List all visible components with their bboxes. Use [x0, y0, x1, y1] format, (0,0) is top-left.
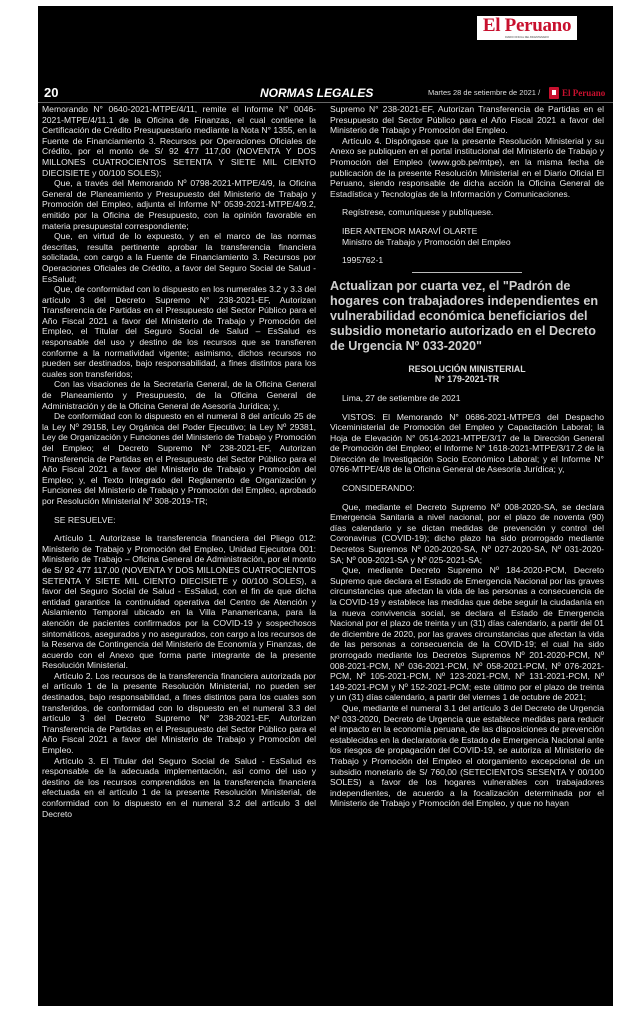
paragraph: Que, a través del Memorando Nº 0798-2021-MTPE/4/9, la Oficina General de Planeamiento y Presupuesto del Ministerio de Trabajo y Promoción del Empleo, adjunta el Informe N° 0539-2021-MTPE/4/9.2, emitido por la Oficina de Presupuesto, con la opinión favorable en materia presupuestal correspondiente;	[42, 178, 316, 231]
header-date: Martes 28 de setiembre de 2021 /	[428, 88, 541, 97]
article-3: Artículo 3. El Titular del Seguro Social de Salud - EsSalud es responsable de la adecuada implementación, así como del uso y destino de los recursos comprendidos en la transferencia financiera efectuada en el artículo 1 de la presente Resolución Ministerial, de conformidad con lo dispuesto en el numeral 3.2 del artículo 3 del Decreto	[42, 755, 316, 819]
resolution-headline: Actualizan por cuarta vez, el "Padrón de hogares con trabajadores independientes en vulnerabilidad económica beneficiarios del subsidio monetario autorizado en el Decreto de Urgencia Nº 033-2020"	[330, 278, 599, 353]
closing-formula: Regístrese, comuníquese y publíquese.	[342, 207, 494, 218]
masthead-logo-text: El Peruano	[482, 15, 572, 36]
header-logo: El Peruano	[562, 88, 606, 98]
reference-number: 1995762-1	[342, 255, 384, 266]
paragraph: Que, en virtud de lo expuesto, y en el marco de las normas descritas, resulta pertinente aprobar la transferencia financiera solicitada, con cargo a la Fuente de Financiamiento 3. Recursos por Operaciones Oficiales de Crédito, a favor del Seguro Social de Salud - EsSalud;	[42, 231, 316, 284]
signer-title: Ministro de Trabajo y Promoción del Empleo	[342, 236, 511, 247]
paragraph: Que, de conformidad con lo dispuesto en los numerales 3.2 y 3.3 del artículo 3 del Decreto Supremo N° 238-2021-EF, Autorizan Transferencia de Partidas en el Presupuesto del Sector Público para el Año Fiscal 2021 a favor del Ministerio de Trabajo y Promoción del Empleo, el Titular del Seguro Social de Salud – EsSalud es responsable del uso y destino de los recursos que se transfieren conforme a la normatividad vigente; asimismo, dichos recursos no pueden ser destinados, bajo responsabilidad, a fines distintos para los cuales son transferidos;	[42, 284, 316, 379]
paragraph: Supremo N° 238-2021-EF, Autorizan Transferencia de Partidas en el Presupuesto del Sector Público para el Año Fiscal 2021 a favor del Ministerio de Trabajo y Promoción del Empleo.	[330, 104, 604, 136]
article-2: Artículo 2. Los recursos de la transferencia financiera autorizada por el artículo 1 de la presente Resolución Ministerial, no pueden ser destinados, bajo responsabilidad, a fines distintos para los cuales son transferidos, de conformidad con lo dispuesto en el numeral 3.3 del artículo 3 del Decreto Supremo N° 238-2021-EF, Autorizan Transferencia de Partidas en el Presupuesto del Sector Público para el Año Fiscal 2021 a favor del Ministerio de Trabajo y Promoción del Empleo.	[42, 670, 316, 756]
article-4: Artículo 4. Dispóngase que la presente Resolución Ministerial y su Anexo se publiquen en el portal institucional del Ministerio de Trabajo y Promoción del Empleo (www.gob.pe/mtpe), en la misma fecha de publicación de la presente Resolución Ministerial en el Diario Oficial El Peruano, siendo responsable de dicha acción la Oficina General de Estadística y Tecnologías de la Información y Comunicaciones.	[330, 135, 604, 199]
left-column	[42, 104, 316, 819]
shield-icon	[549, 87, 559, 99]
place-date: Lima, 27 de setiembre de 2021	[342, 392, 461, 403]
paragraph: Que, mediante el Decreto Supremo Nº 008-2020-SA, se declara Emergencia Sanitaria a nivel nacional, por el plazo de noventa (90) días calendario y se dictan medidas de prevención y control del Coronavirus (COVID-19); dicho plazo ha sido prorrogado mediante Decretos Supremos Nº 020-2020-SA, Nº 027-2020-SA, Nº 031-2020-SA; Nº 009-2021-SA y Nº 025-2021-SA;	[330, 501, 604, 565]
signer-name: IBER ANTENOR MARAVÍ OLARTE	[342, 225, 478, 236]
considerando-heading: CONSIDERANDO:	[342, 483, 415, 494]
right-column	[330, 104, 604, 809]
paragraph: Que, mediante Decreto Supremo Nº 184-2020-PCM, Decreto Supremo que declara el Estado de Emergencia Nacional por las graves circunstancias que afectan la vida de las personas a consecuencia de la COVID-19 y establece las medidas que debe seguir la ciudadanía en la nueva convivencia social, se declara el Estado de Emergencia Nacional por el plazo de treinta y un (31) días calendario, a partir del 01 de diciembre de 2020, por las graves circunstancias que afectan la vida de las personas a consecuencia de la COVID-19; el cual ha sido prorrogado mediante los Decretos Supremos Nº 201-2020-PCM, Nº 008-2021-PCM, Nº 036-2021-PCM, Nº 058-2021-PCM, Nº 076-2021-PCM, Nº 105-2021-PCM, Nº 123-2021-PCM, Nº 131-2021-PCM, Nº 149-2021-PCM y Nº 152-2021-PCM; este último por el plazo de treinta y un (31) días calendario, a partir del viernes 1 de octubre de 2021;	[330, 565, 604, 703]
newspaper-page	[32, 6, 610, 1006]
masthead-logo	[477, 16, 577, 40]
page-header	[38, 84, 613, 103]
paragraph: Que, mediante el numeral 3.1 del artículo 3 del Decreto de Urgencia Nº 033-2020, Decreto de Urgencia que establece medidas para reducir el impacto en la economía peruana, de las disposiciones de prevención establecidas en la declaratoria de Estado de Emergencia Nacional ante los riesgos de propagación del COVID-19, se autoriza al Ministerio de Trabajo y Promoción del Empleo el otorgamiento excepcional de un subsidio monetario de S/ 760,00 (SETECIENTOS SESENTA Y 00/100 SOLES) a favor de los hogares vulnerables con trabajadores independientes, de acuerdo a la focalización determinada por el Ministerio de Trabajo y Promoción del Empleo, y que no hayan	[330, 702, 604, 809]
paragraph: Con las visaciones de la Secretaría General, de la Oficina General de Planeamiento y Presupuesto, de la Oficina General de Administración y de la Oficina General de Asesoría Jurídica; y,	[42, 379, 316, 411]
article-1: Artículo 1. Autorizase la transferencia financiera del Pliego 012: Ministerio de Trabajo y Promoción del Empleo, Unidad Ejecutora 001: Ministerio de Trabajo – Oficina General de Administración, por el monto de S/ 92 477 117,00 (NOVENTA Y DOS MILLONES CUATROCIENTOS SETENTA Y SIETE MIL CIENTO DIECISIETE y 00/100 SOLES), a favor del Seguro Social de Salud - EsSalud, con el fin de que dicha entidad garantice la continuidad operativa del Centro de Atención y Aislamiento Temporal ubicado en la Villa Panamericana, para la atención de pacientes confirmados por la COVID-19 y sospechosos sintomáticos, asegurados y no asegurados, con cargo a los recursos de la Reserva de Contingencia del Ministerio de Economía y Finanzas, de acuerdo con el Anexo que forma parte integrante de la presente Resolución Ministerial.	[42, 533, 316, 671]
resolution-title: RESOLUCIÓN MINISTERIAL	[408, 363, 526, 374]
paragraph: Memorando N° 0640-2021-MTPE/4/11, remite el Informe N° 0046-2021-MTPE/4/11.1 de la Oficina de Finanzas, el cual contiene la Certificación de Crédito Presupuestario mediante la Nota N° 1355, en la Fuente de Financiamiento 3. Recursos por Operaciones Oficiales de Crédito, por el monto de S/ 92 477 117,00 (NOVENTA Y DOS MILLONES CUATROCIENTOS SETENTA Y SIETE MIL CIENTO DIECISIETE y 00/100 SOLES);	[42, 104, 316, 178]
vistos: VISTOS: El Memorando N° 0686-2021-MTPE/3 del Despacho Viceministerial de Promoción del Empleo y Capacitación Laboral; la Hoja de Elevación N° 0514-2021-MTPE/3/17 de la Dirección General de Promoción del Empleo; el Informe N° 1618-2021-MTPE/3/17.2 de la Dirección de Investigación Socio Económico Laboral; y el Informe N° 0766-MTPE/4/8 de la Oficina General de Asesoría Jurídica; y,	[330, 411, 604, 475]
divider	[412, 272, 522, 273]
section-title: NORMAS LEGALES	[260, 86, 374, 100]
se-resuelve-heading: SE RESUELVE:	[54, 514, 116, 525]
resolution-number: N° 179-2021-TR	[434, 374, 500, 385]
page-number: 20	[44, 85, 59, 100]
paragraph: De conformidad con lo dispuesto en el numeral 8 del artículo 25 de la Ley Nº 29158, Ley Orgánica del Poder Ejecutivo; la Ley Nº 29381, Ley de Organización y Funciones del Ministerio de Trabajo y Promoción del Empleo; el Decreto Supremo Nº 238-2021-EF, Autorizan Transferencia de Partidas en el Presupuesto del Sector Público para el Año Fiscal 2021 a favor del Ministerio de Trabajo y Promoción del Empleo; y, el Texto Integrado del Reglamento de Organización y Funciones del Ministerio de Trabajo y Promoción del Empleo, aprobado por Resolución Ministerial Nº 308-2019-TR;	[42, 411, 316, 506]
masthead-tagline: DIARIO OFICIAL DEL BICENTENARIO	[505, 36, 549, 39]
